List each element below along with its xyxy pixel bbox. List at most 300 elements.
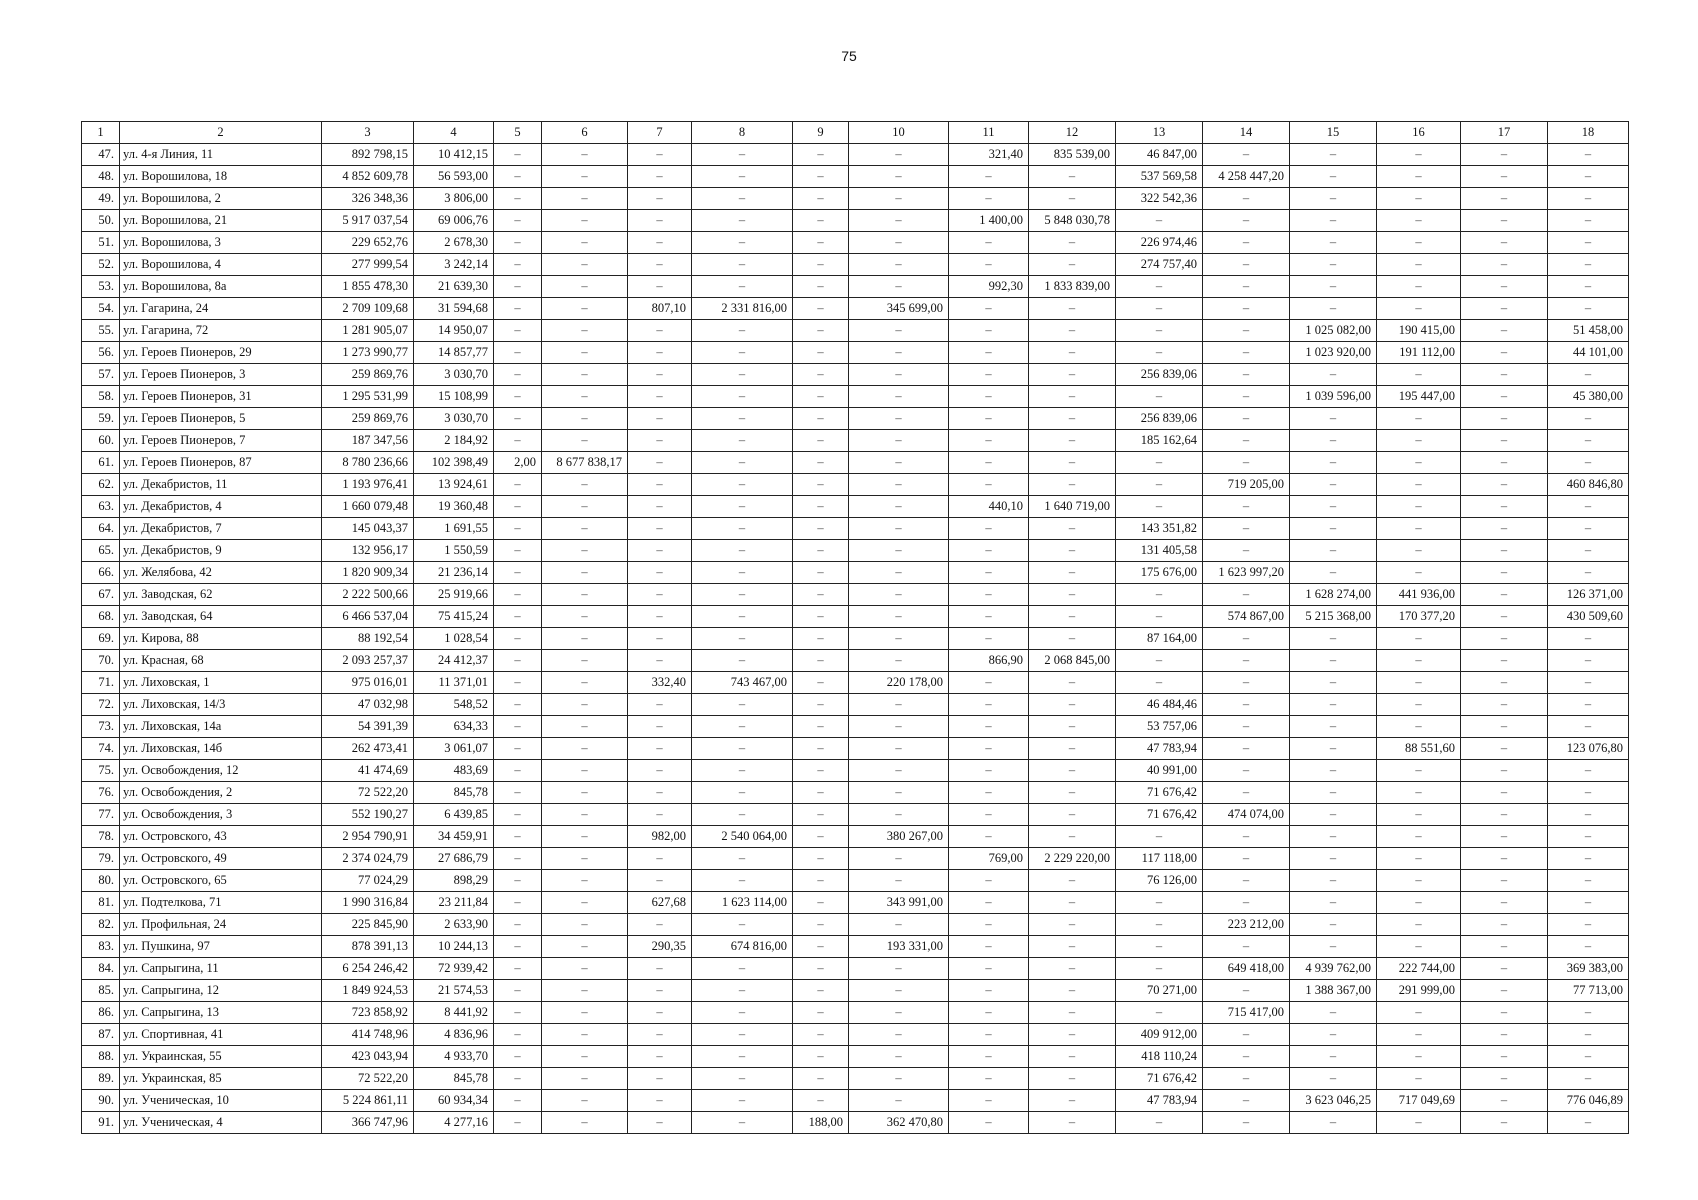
value-cell: 56 593,00 — [414, 166, 494, 188]
column-header: 4 — [414, 122, 494, 144]
value-cell: 87 164,00 — [1116, 628, 1203, 650]
empty-cell: – — [1203, 716, 1290, 738]
empty-cell: – — [1029, 1046, 1116, 1068]
empty-cell: – — [1203, 320, 1290, 342]
empty-cell: – — [692, 1068, 793, 1090]
empty-cell: – — [1548, 166, 1629, 188]
empty-cell: – — [793, 672, 849, 694]
value-cell: 274 757,40 — [1116, 254, 1203, 276]
empty-cell: – — [1290, 760, 1377, 782]
empty-cell: – — [1203, 342, 1290, 364]
empty-cell: – — [793, 474, 849, 496]
empty-cell: – — [793, 386, 849, 408]
empty-cell: – — [542, 782, 628, 804]
table-row — [82, 870, 1629, 892]
empty-cell: – — [793, 320, 849, 342]
value-cell: 1 388 367,00 — [1290, 980, 1377, 1002]
empty-cell: – — [1461, 980, 1548, 1002]
empty-cell: – — [628, 408, 692, 430]
empty-cell: – — [1290, 166, 1377, 188]
empty-cell: – — [494, 650, 542, 672]
empty-cell: – — [628, 562, 692, 584]
row-index: 55. — [82, 320, 120, 342]
empty-cell: – — [949, 254, 1029, 276]
value-cell: 77 024,29 — [322, 870, 414, 892]
empty-cell: – — [542, 936, 628, 958]
empty-cell: – — [849, 694, 949, 716]
empty-cell: – — [949, 408, 1029, 430]
empty-cell: – — [949, 342, 1029, 364]
empty-cell: – — [1377, 496, 1461, 518]
empty-cell: – — [628, 276, 692, 298]
empty-cell: – — [793, 958, 849, 980]
empty-cell: – — [1377, 936, 1461, 958]
empty-cell: – — [1377, 540, 1461, 562]
empty-cell: – — [1029, 562, 1116, 584]
empty-cell: – — [1548, 892, 1629, 914]
empty-cell: – — [1461, 1046, 1548, 1068]
empty-cell: – — [1116, 826, 1203, 848]
value-cell: 185 162,64 — [1116, 430, 1203, 452]
empty-cell: – — [1203, 298, 1290, 320]
empty-cell: – — [628, 232, 692, 254]
empty-cell: – — [1029, 1112, 1116, 1134]
empty-cell: – — [1029, 188, 1116, 210]
address-cell: ул. Героев Пионеров, 5 — [120, 408, 322, 430]
empty-cell: – — [1116, 496, 1203, 518]
value-cell: 277 999,54 — [322, 254, 414, 276]
value-cell: 1 660 079,48 — [322, 496, 414, 518]
empty-cell: – — [949, 936, 1029, 958]
value-cell: 2 954 790,91 — [322, 826, 414, 848]
value-cell: 71 676,42 — [1116, 782, 1203, 804]
value-cell: 1 023 920,00 — [1290, 342, 1377, 364]
table-row — [82, 320, 1629, 342]
empty-cell: – — [849, 452, 949, 474]
value-cell: 2 229 220,00 — [1029, 848, 1116, 870]
address-cell: ул. Ворошилова, 3 — [120, 232, 322, 254]
empty-cell: – — [793, 144, 849, 166]
empty-cell: – — [692, 364, 793, 386]
empty-cell: – — [1029, 584, 1116, 606]
empty-cell: – — [849, 166, 949, 188]
empty-cell: – — [1461, 144, 1548, 166]
empty-cell: – — [542, 738, 628, 760]
empty-cell: – — [1029, 958, 1116, 980]
value-cell: 170 377,20 — [1377, 606, 1461, 628]
value-cell: 2 222 500,66 — [322, 584, 414, 606]
value-cell: 47 783,94 — [1116, 738, 1203, 760]
empty-cell: – — [692, 188, 793, 210]
value-cell: 807,10 — [628, 298, 692, 320]
value-cell: 719 205,00 — [1203, 474, 1290, 496]
empty-cell: – — [542, 166, 628, 188]
empty-cell: – — [1203, 276, 1290, 298]
table-row — [82, 848, 1629, 870]
empty-cell: – — [1203, 584, 1290, 606]
empty-cell: – — [949, 606, 1029, 628]
empty-cell: – — [949, 320, 1029, 342]
empty-cell: – — [1203, 254, 1290, 276]
address-cell: ул. Героев Пионеров, 87 — [120, 452, 322, 474]
empty-cell: – — [692, 782, 793, 804]
empty-cell: – — [793, 364, 849, 386]
empty-cell: – — [1116, 958, 1203, 980]
empty-cell: – — [1377, 694, 1461, 716]
empty-cell: – — [494, 892, 542, 914]
empty-cell: – — [949, 188, 1029, 210]
row-index: 64. — [82, 518, 120, 540]
empty-cell: – — [692, 452, 793, 474]
empty-cell: – — [494, 1024, 542, 1046]
empty-cell: – — [494, 518, 542, 540]
empty-cell: – — [542, 606, 628, 628]
empty-cell: – — [1377, 430, 1461, 452]
empty-cell: – — [1461, 276, 1548, 298]
empty-cell: – — [542, 364, 628, 386]
empty-cell: – — [849, 958, 949, 980]
empty-cell: – — [494, 496, 542, 518]
empty-cell: – — [1029, 518, 1116, 540]
empty-cell: – — [692, 518, 793, 540]
empty-cell: – — [1548, 848, 1629, 870]
row-index: 91. — [82, 1112, 120, 1134]
empty-cell: – — [1203, 782, 1290, 804]
value-cell: 2 068 845,00 — [1029, 650, 1116, 672]
table-row — [82, 672, 1629, 694]
value-cell: 362 470,80 — [849, 1112, 949, 1134]
empty-cell: – — [1461, 738, 1548, 760]
row-index: 76. — [82, 782, 120, 804]
empty-cell: – — [1203, 892, 1290, 914]
empty-cell: – — [949, 804, 1029, 826]
empty-cell: – — [692, 914, 793, 936]
empty-cell: – — [1029, 804, 1116, 826]
address-cell: ул. Гагарина, 24 — [120, 298, 322, 320]
empty-cell: – — [1203, 672, 1290, 694]
empty-cell: – — [494, 1068, 542, 1090]
empty-cell: – — [1290, 738, 1377, 760]
value-cell: 414 748,96 — [322, 1024, 414, 1046]
column-header: 11 — [949, 122, 1029, 144]
empty-cell: – — [1461, 1024, 1548, 1046]
empty-cell: – — [628, 166, 692, 188]
empty-cell: – — [1548, 540, 1629, 562]
value-cell: 2 374 024,79 — [322, 848, 414, 870]
empty-cell: – — [1290, 826, 1377, 848]
value-cell: 143 351,82 — [1116, 518, 1203, 540]
value-cell: 845,78 — [414, 782, 494, 804]
empty-cell: – — [793, 430, 849, 452]
value-cell: 418 110,24 — [1116, 1046, 1203, 1068]
row-index: 49. — [82, 188, 120, 210]
table-row — [82, 1046, 1629, 1068]
value-cell: 256 839,06 — [1116, 408, 1203, 430]
empty-cell: – — [1029, 628, 1116, 650]
empty-cell: – — [1290, 144, 1377, 166]
value-cell: 102 398,49 — [414, 452, 494, 474]
empty-cell: – — [542, 914, 628, 936]
empty-cell: – — [1548, 144, 1629, 166]
value-cell: 195 447,00 — [1377, 386, 1461, 408]
value-cell: 193 331,00 — [849, 936, 949, 958]
value-cell: 145 043,37 — [322, 518, 414, 540]
empty-cell: – — [1377, 298, 1461, 320]
empty-cell: – — [542, 650, 628, 672]
empty-cell: – — [849, 188, 949, 210]
empty-cell: – — [793, 496, 849, 518]
empty-cell: – — [1377, 1068, 1461, 1090]
empty-cell: – — [1377, 232, 1461, 254]
address-cell: ул. Сапрыгина, 12 — [120, 980, 322, 1002]
empty-cell: – — [793, 826, 849, 848]
empty-cell: – — [1029, 364, 1116, 386]
empty-cell: – — [494, 386, 542, 408]
empty-cell: – — [949, 474, 1029, 496]
empty-cell: – — [542, 188, 628, 210]
value-cell: 474 074,00 — [1203, 804, 1290, 826]
empty-cell: – — [1548, 210, 1629, 232]
value-cell: 21 236,14 — [414, 562, 494, 584]
empty-cell: – — [1116, 584, 1203, 606]
empty-cell: – — [949, 386, 1029, 408]
empty-cell: – — [849, 386, 949, 408]
empty-cell: – — [628, 1002, 692, 1024]
address-cell: ул. Освобождения, 12 — [120, 760, 322, 782]
empty-cell: – — [1377, 166, 1461, 188]
empty-cell: – — [1461, 408, 1548, 430]
value-cell: 845,78 — [414, 1068, 494, 1090]
empty-cell: – — [1377, 892, 1461, 914]
empty-cell: – — [793, 166, 849, 188]
empty-cell: – — [949, 518, 1029, 540]
empty-cell: – — [1377, 760, 1461, 782]
empty-cell: – — [1290, 408, 1377, 430]
empty-cell: – — [542, 1068, 628, 1090]
empty-cell: – — [849, 496, 949, 518]
empty-cell: – — [628, 782, 692, 804]
address-cell: ул. Ворошилова, 18 — [120, 166, 322, 188]
empty-cell: – — [1029, 1090, 1116, 1112]
empty-cell: – — [1377, 628, 1461, 650]
empty-cell: – — [1548, 1068, 1629, 1090]
empty-cell: – — [1461, 914, 1548, 936]
empty-cell: – — [793, 1068, 849, 1090]
empty-cell: – — [628, 760, 692, 782]
value-cell: 259 869,76 — [322, 364, 414, 386]
value-cell: 47 032,98 — [322, 694, 414, 716]
value-cell: 649 418,00 — [1203, 958, 1290, 980]
empty-cell: – — [1203, 1090, 1290, 1112]
empty-cell: – — [1461, 628, 1548, 650]
empty-cell: – — [793, 188, 849, 210]
empty-cell: – — [1290, 628, 1377, 650]
empty-cell: – — [1203, 386, 1290, 408]
empty-cell: – — [1203, 364, 1290, 386]
value-cell: 1 273 990,77 — [322, 342, 414, 364]
empty-cell: – — [1116, 386, 1203, 408]
address-cell: ул. Ворошилова, 21 — [120, 210, 322, 232]
empty-cell: – — [1548, 232, 1629, 254]
empty-cell: – — [1461, 496, 1548, 518]
empty-cell: – — [1548, 870, 1629, 892]
address-cell: ул. Ворошилова, 2 — [120, 188, 322, 210]
empty-cell: – — [1290, 782, 1377, 804]
empty-cell: – — [1290, 496, 1377, 518]
row-index: 61. — [82, 452, 120, 474]
value-cell: 126 371,00 — [1548, 584, 1629, 606]
value-cell: 423 043,94 — [322, 1046, 414, 1068]
empty-cell: – — [949, 628, 1029, 650]
empty-cell: – — [1461, 562, 1548, 584]
value-cell: 75 415,24 — [414, 606, 494, 628]
empty-cell: – — [949, 782, 1029, 804]
empty-cell: – — [494, 958, 542, 980]
table-row — [82, 452, 1629, 474]
empty-cell: – — [849, 364, 949, 386]
empty-cell: – — [1029, 694, 1116, 716]
empty-cell: – — [1461, 474, 1548, 496]
value-cell: 46 484,46 — [1116, 694, 1203, 716]
empty-cell: – — [1203, 870, 1290, 892]
empty-cell: – — [793, 892, 849, 914]
empty-cell: – — [1461, 1002, 1548, 1024]
value-cell: 548,52 — [414, 694, 494, 716]
empty-cell: – — [793, 1024, 849, 1046]
value-cell: 1 623 997,20 — [1203, 562, 1290, 584]
column-header: 3 — [322, 122, 414, 144]
value-cell: 1 820 909,34 — [322, 562, 414, 584]
row-index: 83. — [82, 936, 120, 958]
value-cell: 31 594,68 — [414, 298, 494, 320]
value-cell: 131 405,58 — [1116, 540, 1203, 562]
row-index: 71. — [82, 672, 120, 694]
value-cell: 4 933,70 — [414, 1046, 494, 1068]
empty-cell: – — [949, 716, 1029, 738]
empty-cell: – — [542, 144, 628, 166]
empty-cell: – — [1461, 166, 1548, 188]
address-cell: ул. Пушкина, 97 — [120, 936, 322, 958]
empty-cell: – — [692, 1002, 793, 1024]
empty-cell: – — [494, 716, 542, 738]
value-cell: 574 867,00 — [1203, 606, 1290, 628]
empty-cell: – — [1290, 694, 1377, 716]
address-cell: ул. Героев Пионеров, 31 — [120, 386, 322, 408]
empty-cell: – — [849, 760, 949, 782]
empty-cell: – — [1290, 848, 1377, 870]
empty-cell: – — [793, 694, 849, 716]
value-cell: 1 193 976,41 — [322, 474, 414, 496]
empty-cell: – — [542, 298, 628, 320]
empty-cell: – — [692, 848, 793, 870]
table-row — [82, 1112, 1629, 1134]
empty-cell: – — [1548, 782, 1629, 804]
empty-cell: – — [793, 232, 849, 254]
table-row — [82, 650, 1629, 672]
empty-cell: – — [1029, 892, 1116, 914]
empty-cell: – — [1203, 452, 1290, 474]
empty-cell: – — [849, 980, 949, 1002]
empty-cell: – — [1290, 232, 1377, 254]
row-index: 72. — [82, 694, 120, 716]
column-header: 5 — [494, 122, 542, 144]
table-row — [82, 188, 1629, 210]
value-cell: 2 331 816,00 — [692, 298, 793, 320]
empty-cell: – — [1290, 364, 1377, 386]
empty-cell: – — [849, 540, 949, 562]
address-cell: ул. Гагарина, 72 — [120, 320, 322, 342]
column-header: 1 — [82, 122, 120, 144]
empty-cell: – — [1290, 914, 1377, 936]
value-cell: 72 522,20 — [322, 1068, 414, 1090]
empty-cell: – — [692, 408, 793, 430]
empty-cell: – — [494, 232, 542, 254]
column-header: 7 — [628, 122, 692, 144]
empty-cell: – — [1377, 650, 1461, 672]
value-cell: 117 118,00 — [1116, 848, 1203, 870]
empty-cell: – — [793, 452, 849, 474]
value-cell: 343 991,00 — [849, 892, 949, 914]
empty-cell: – — [1290, 936, 1377, 958]
row-index: 56. — [82, 342, 120, 364]
empty-cell: – — [1548, 518, 1629, 540]
empty-cell: – — [849, 1046, 949, 1068]
table-row — [82, 430, 1629, 452]
empty-cell: – — [628, 914, 692, 936]
row-index: 79. — [82, 848, 120, 870]
empty-cell: – — [494, 980, 542, 1002]
empty-cell: – — [1029, 1002, 1116, 1024]
empty-cell: – — [1203, 430, 1290, 452]
table-row — [82, 936, 1629, 958]
empty-cell: – — [692, 276, 793, 298]
value-cell: 1 025 082,00 — [1290, 320, 1377, 342]
empty-cell: – — [1290, 870, 1377, 892]
empty-cell: – — [494, 364, 542, 386]
empty-cell: – — [949, 892, 1029, 914]
empty-cell: – — [1290, 1002, 1377, 1024]
empty-cell: – — [1029, 870, 1116, 892]
empty-cell: – — [1461, 716, 1548, 738]
empty-cell: – — [628, 342, 692, 364]
empty-cell: – — [849, 870, 949, 892]
address-cell: ул. Героев Пионеров, 29 — [120, 342, 322, 364]
empty-cell: – — [1461, 430, 1548, 452]
address-cell: ул. Заводская, 64 — [120, 606, 322, 628]
empty-cell: – — [793, 980, 849, 1002]
empty-cell: – — [1203, 1046, 1290, 1068]
value-cell: 6 439,85 — [414, 804, 494, 826]
empty-cell: – — [692, 232, 793, 254]
data-table — [81, 121, 1629, 1134]
empty-cell: – — [1116, 914, 1203, 936]
empty-cell: – — [494, 320, 542, 342]
empty-cell: – — [628, 716, 692, 738]
empty-cell: – — [1377, 804, 1461, 826]
value-cell: 4 277,16 — [414, 1112, 494, 1134]
value-cell: 723 858,92 — [322, 1002, 414, 1024]
empty-cell: – — [1029, 672, 1116, 694]
value-cell: 88 551,60 — [1377, 738, 1461, 760]
empty-cell: – — [793, 1090, 849, 1112]
value-cell: 366 747,96 — [322, 1112, 414, 1134]
row-index: 82. — [82, 914, 120, 936]
empty-cell: – — [1203, 1068, 1290, 1090]
empty-cell: – — [793, 518, 849, 540]
value-cell: 1 990 316,84 — [322, 892, 414, 914]
empty-cell: – — [1203, 738, 1290, 760]
empty-cell: – — [692, 1046, 793, 1068]
